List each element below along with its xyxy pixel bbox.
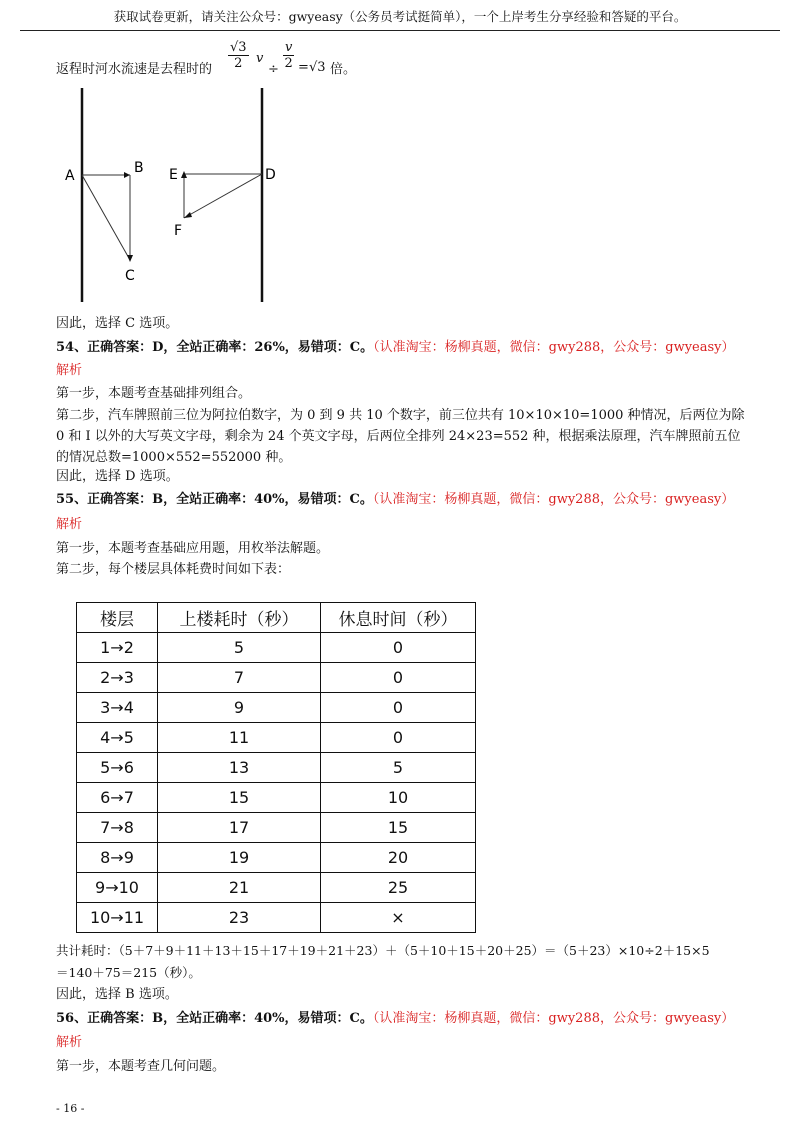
label-b: B bbox=[134, 160, 144, 176]
cell-rest: × bbox=[321, 903, 476, 933]
q55-total-line1: 共计耗时：（5＋7＋9＋11＋13＋15＋17＋19＋21＋23）＋（5＋10＋15＋20＋25）＝（5＋23）×10÷2＋15×5 bbox=[56, 943, 710, 958]
cell-rest: 10 bbox=[321, 783, 476, 813]
cell-floor: 4→5 bbox=[77, 723, 158, 753]
cell-climb: 7 bbox=[158, 663, 321, 693]
header-floor: 楼层 bbox=[77, 603, 158, 633]
q55-answer-line bbox=[56, 491, 734, 509]
river-diagram bbox=[56, 84, 296, 306]
cell-floor: 10→11 bbox=[77, 903, 158, 933]
table-row bbox=[77, 843, 476, 873]
cell-climb: 19 bbox=[158, 843, 321, 873]
cell-rest: 0 bbox=[321, 633, 476, 663]
header-climb-time: 上楼耗时（秒） bbox=[158, 603, 321, 633]
q54-analysis-label: 解析 bbox=[56, 363, 83, 378]
frac1-denominator: 2 bbox=[234, 56, 243, 71]
floor-time-table bbox=[76, 602, 476, 933]
var-v: v bbox=[256, 51, 264, 66]
cell-climb: 23 bbox=[158, 903, 321, 933]
cell-floor: 7→8 bbox=[77, 813, 158, 843]
q56-head: 56、正确答案：B，全站正确率：40%，易错项：C。 bbox=[56, 1011, 373, 1026]
cell-climb: 9 bbox=[158, 693, 321, 723]
cell-climb: 21 bbox=[158, 873, 321, 903]
header-rest-time: 休息时间（秒） bbox=[321, 603, 476, 633]
table-row bbox=[77, 693, 476, 723]
frac2-denominator: 2 bbox=[284, 56, 293, 71]
label-d: D bbox=[265, 167, 276, 183]
label-e: E bbox=[169, 167, 178, 183]
label-a: A bbox=[65, 168, 75, 184]
table-row bbox=[77, 783, 476, 813]
q56-note: （认准淘宝：杨柳真题，微信：gwy288，公众号：gwyeasy） bbox=[372, 1011, 735, 1026]
label-f: F bbox=[174, 223, 183, 239]
q56-analysis-label: 解析 bbox=[56, 1035, 83, 1050]
q54-answer-line bbox=[56, 339, 735, 357]
cell-rest: 5 bbox=[321, 753, 476, 783]
header-text: 获取试卷更新，请关注公众号：gwyeasy（公务员考试挺简单），一个上岸考生分享经验和答疑的平台。 bbox=[113, 9, 687, 24]
line-d-f bbox=[184, 174, 262, 218]
cell-climb: 11 bbox=[158, 723, 321, 753]
label-c: C bbox=[125, 268, 135, 284]
cell-climb: 5 bbox=[158, 633, 321, 663]
q54-step2: 第二步，汽车牌照前三位为阿拉伯数字，为 0 到 9 共 10 个数字，前三位共有 10×10×10=1000 种情况，后两位为除 0 和 I 以外的大写英文字母，剩余为 24 个英文字母，后两位全排列 24×23=552 种，根据乘法原理，汽车牌照前五位的情况总数=1000×552=552000 种。 bbox=[56, 408, 745, 465]
page-header bbox=[20, 4, 780, 31]
cell-rest: 0 bbox=[321, 723, 476, 753]
q55-step2: 第二步，每个楼层具体耗费时间如下表： bbox=[56, 562, 291, 577]
q55-conclusion: 因此，选择 B 选项。 bbox=[56, 987, 178, 1002]
equals-sign: = bbox=[298, 60, 309, 75]
cell-rest: 20 bbox=[321, 843, 476, 873]
table-row bbox=[77, 873, 476, 903]
result-sqrt3: √3 bbox=[309, 60, 326, 75]
q56-answer-line bbox=[56, 1010, 734, 1028]
table-row bbox=[77, 813, 476, 843]
table-row bbox=[77, 903, 476, 933]
frac2-numerator: v bbox=[285, 40, 293, 55]
frac-sqrt3-over-2 bbox=[228, 40, 249, 71]
q53-suffix: 倍。 bbox=[330, 62, 357, 77]
cell-rest: 15 bbox=[321, 813, 476, 843]
frac-v-over-2 bbox=[283, 40, 294, 71]
table-header-row bbox=[77, 603, 476, 633]
cell-floor: 8→9 bbox=[77, 843, 158, 873]
q53-prefix: 返程时河水流速是去程时的 bbox=[56, 62, 213, 77]
q55-note: （认准淘宝：杨柳真题，微信：gwy288，公众号：gwyeasy） bbox=[372, 492, 735, 507]
q54-head: 54、正确答案：D，全站正确率：26%，易错项：C。 bbox=[56, 340, 374, 355]
q53-conclusion: 因此，选择 C 选项。 bbox=[56, 316, 179, 331]
q56-step1: 第一步，本题考查几何问题。 bbox=[56, 1059, 226, 1074]
cell-rest: 0 bbox=[321, 663, 476, 693]
q55-step1: 第一步，本题考查基础应用题，用枚举法解题。 bbox=[56, 541, 330, 556]
cell-floor: 9→10 bbox=[77, 873, 158, 903]
divide-sign: ÷ bbox=[268, 62, 279, 77]
q55-total-line2: ＝140＋75＝215（秒）。 bbox=[56, 965, 201, 980]
cell-climb: 13 bbox=[158, 753, 321, 783]
arrow-c bbox=[127, 255, 133, 262]
arrow-b bbox=[124, 172, 130, 178]
table-row bbox=[77, 663, 476, 693]
cell-floor: 6→7 bbox=[77, 783, 158, 813]
cell-floor: 1→2 bbox=[77, 633, 158, 663]
cell-floor: 3→4 bbox=[77, 693, 158, 723]
page-number: - 16 - bbox=[56, 1102, 85, 1115]
table-row bbox=[77, 633, 476, 663]
q53-formula-line bbox=[56, 61, 212, 79]
q54-conclusion: 因此，选择 D 选项。 bbox=[56, 469, 179, 484]
cell-rest: 0 bbox=[321, 693, 476, 723]
cell-climb: 15 bbox=[158, 783, 321, 813]
frac1-numerator: √3 bbox=[230, 40, 247, 55]
table-row bbox=[77, 723, 476, 753]
q55-analysis-label: 解析 bbox=[56, 517, 83, 532]
cell-climb: 17 bbox=[158, 813, 321, 843]
cell-rest: 25 bbox=[321, 873, 476, 903]
q54-note: （认准淘宝：杨柳真题，微信：gwy288，公众号：gwyeasy） bbox=[373, 340, 735, 355]
q54-step1: 第一步，本题考查基础排列组合。 bbox=[56, 386, 252, 401]
table-row bbox=[77, 753, 476, 783]
arrow-f bbox=[184, 212, 192, 218]
cell-floor: 2→3 bbox=[77, 663, 158, 693]
cell-floor: 5→6 bbox=[77, 753, 158, 783]
q55-head: 55、正确答案：B，全站正确率：40%，易错项：C。 bbox=[56, 492, 373, 507]
line-a-c bbox=[82, 175, 130, 260]
